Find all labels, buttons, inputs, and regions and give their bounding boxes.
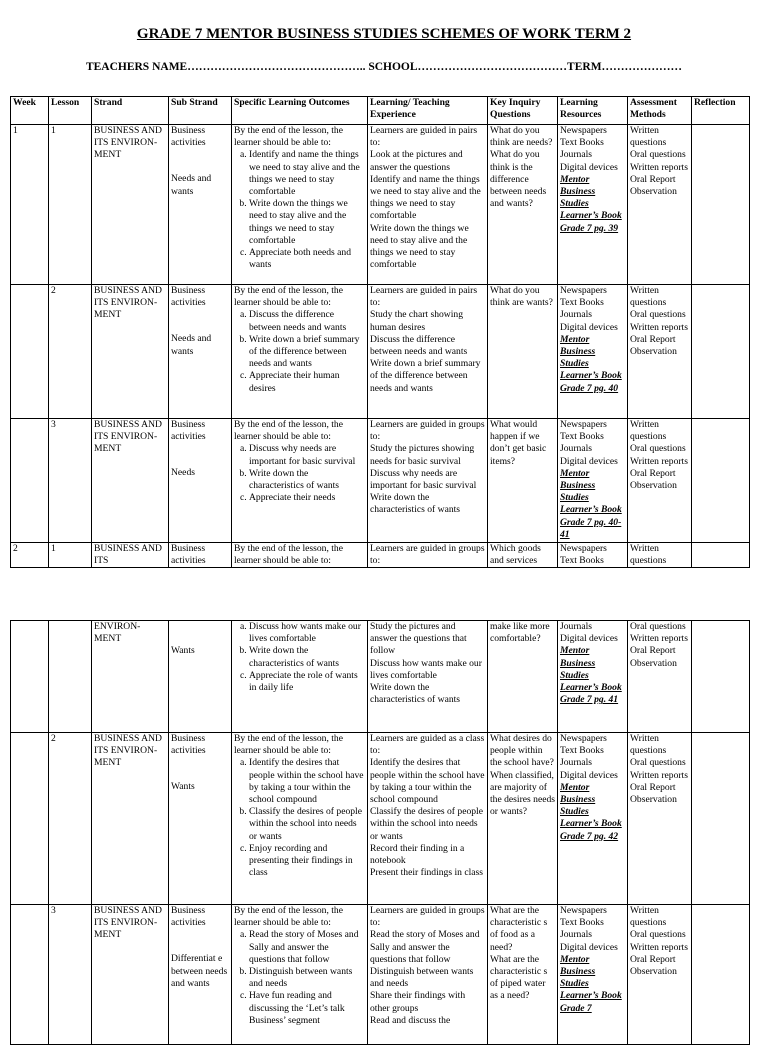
assessment-item: Written questions (630, 285, 667, 309)
outcome-item: b. Write down the characteristics of wants (249, 645, 365, 669)
week-cell: 2 (11, 543, 49, 568)
resource-item: Text Books (560, 297, 604, 309)
experience-line: Study the pictures and answer the questions that follow (370, 621, 467, 657)
lesson-cell (49, 621, 92, 733)
scheme-table-part-1 (10, 96, 750, 568)
assessment-item: Written reports (630, 161, 688, 173)
assessment-item: Oral questions (630, 929, 686, 941)
outcomes-cell: By the end of the lesson, the learner should be able to: (232, 543, 368, 568)
week-cell (11, 285, 49, 419)
learner-book-reference: Mentor Business Studies Learner’s Book Grade 7 pg. 40-41 (560, 467, 622, 540)
scheme-table-part-2 (10, 620, 750, 1045)
strand-cell: BUSINESS AND ITS ENVIRON-MENT (92, 125, 169, 285)
sub-strand-cell (169, 419, 232, 543)
assessment-item: Observation (630, 346, 677, 358)
reflection-cell (692, 733, 750, 905)
inquiry-question: What do you think are wants? (490, 285, 553, 309)
experience-cell (368, 125, 488, 285)
assessment-item: Observation (630, 794, 677, 806)
resource-item: Text Books (560, 917, 604, 929)
assessment-item: Written reports (630, 941, 688, 953)
outcome-item: b. Write down the characteristics of wants (249, 468, 365, 492)
outcome-item: b. Write down the things we need to stay alive and the things we need to stay comfortable (249, 198, 365, 247)
strand-cell: BUSINESS AND ITS ENVIRON-MENT (92, 905, 169, 1045)
resource-item: Digital devices (560, 161, 618, 173)
assessment-item: Written reports (630, 633, 688, 645)
resource-item: Newspapers (560, 905, 607, 916)
experience-line: Write down the characteristics of wants (370, 682, 461, 706)
resource-item: Journals (560, 443, 592, 455)
lesson-cell: 3 (49, 419, 92, 543)
inquiry-cell (488, 419, 558, 543)
experience-line: Learners are guided in pairs to: (370, 285, 478, 309)
week-cell (11, 733, 49, 905)
resource-item: Journals (560, 757, 592, 769)
outcome-item: c. Appreciate their needs (249, 492, 365, 504)
assessment-cell (628, 285, 692, 419)
resources-cell (558, 621, 628, 733)
resource-item: Digital devices (560, 769, 618, 781)
assessment-item: Oral questions (630, 443, 686, 455)
resources-cell (558, 285, 628, 419)
assessment-item: Oral Report (630, 173, 676, 185)
resource-item: Digital devices (560, 321, 618, 333)
inquiry-cell: make like more comfortable? (488, 621, 558, 733)
assessment-item: Oral Report (630, 645, 676, 657)
sub-strand-cell (169, 733, 232, 905)
col-header: Key Inquiry Questions (488, 97, 558, 125)
strand-cell: ENVIRON-MENT (92, 621, 169, 733)
outcome-item: b. Classify the desires of people within the school into needs or wants (249, 806, 365, 843)
experience-line: Study the pictures showing needs for basic survival (370, 443, 475, 467)
sub-strand-subtopic: Differentiat e between needs and wants (171, 953, 228, 989)
outcome-item: c. Appreciate the role of wants in daily life (249, 670, 365, 694)
inquiry-question: What would happen if we don’t get basic items? (490, 419, 547, 467)
lesson-cell: 1 (49, 125, 92, 285)
table-row (11, 621, 750, 733)
experience-line: Learners are guided in groups to: (370, 419, 485, 443)
experience-line: Write down a brief summary of the difference between needs and wants (370, 358, 481, 394)
table-row (11, 285, 750, 419)
experience-cell (368, 419, 488, 543)
learner-book-reference: Mentor Business Studies Learner’s Book Grade 7 pg. 41 (560, 645, 622, 706)
outcome-item: c. Enjoy recording and presenting their findings in class (249, 843, 365, 880)
sub-strand-subtopic: Needs and wants (171, 173, 212, 197)
assessment-cell (628, 733, 692, 905)
outcome-item: a. Discuss how wants make our lives comfortable (249, 621, 365, 645)
sub-strand-topic: Business activities (171, 125, 206, 149)
learner-book-reference: Mentor Business Studies Learner’s Book Grade 7 pg. 39 (560, 173, 622, 234)
inquiry-question: What are the characteristic s of piped water as a need? (490, 953, 548, 1002)
assessment-item: Oral questions (630, 757, 686, 769)
resource-item: Journals (560, 621, 592, 632)
experience-cell (368, 733, 488, 905)
resource-item: Newspapers (560, 543, 607, 554)
assessment-item: Written questions (630, 733, 667, 757)
outcome-item: c. Appreciate both needs and wants (249, 247, 365, 271)
experience-line: Write down the things we need to stay alive and the things we need to stay comfortable (370, 222, 469, 271)
sub-strand-topic: Business activities (171, 905, 206, 929)
col-header: Lesson (49, 97, 92, 125)
assessment-item: Observation (630, 657, 677, 669)
experience-cell: Learners are guided in groups to: (368, 543, 488, 568)
sub-strand-topic: Business activities (171, 419, 206, 443)
inquiry-cell: Which goods and services (488, 543, 558, 568)
outcome-item: a. Identify and name the things we need to stay alive and the things we need to stay comfortable (249, 149, 365, 198)
reflection-cell (692, 419, 750, 543)
resource-item: Text Books (560, 745, 604, 757)
reflection-cell (692, 543, 750, 568)
experience-line: Learners are guided in pairs to: (370, 125, 478, 149)
experience-cell (368, 285, 488, 419)
inquiry-question: What desires do people within the school have? (490, 733, 554, 769)
reflection-cell (692, 285, 750, 419)
sub-strand-cell (169, 285, 232, 419)
inquiry-cell (488, 125, 558, 285)
outcome-item: a. Discuss why needs are important for basic survival (249, 443, 365, 467)
page-title: GRADE 7 MENTOR BUSINESS STUDIES SCHEMES OF WORK TERM 2 (136, 26, 632, 42)
assessment-cell: Written questions (628, 543, 692, 568)
experience-line: Discuss how wants make our lives comfortable (370, 657, 482, 681)
resource-item: Newspapers (560, 285, 607, 296)
experience-line: Learners are guided as a class to: (370, 733, 485, 757)
resource-item: Journals (560, 149, 592, 161)
assessment-item: Oral questions (630, 149, 686, 161)
strand-cell: BUSINESS AND ITS ENVIRON-MENT (92, 733, 169, 905)
assessment-item: Oral Report (630, 333, 676, 345)
sub-strand-subtopic: Wants (171, 781, 195, 793)
col-header: Week (11, 97, 49, 125)
col-header: Specific Learning Outcomes (232, 97, 368, 125)
assessment-item: Observation (630, 480, 677, 492)
experience-line: Share their findings with other groups (370, 990, 466, 1014)
learner-book-reference: Mentor Business Studies Learner’s Book Grade 7 pg. 42 (560, 781, 622, 842)
sub-strand-cell: Business activities (169, 543, 232, 568)
lesson-cell: 3 (49, 905, 92, 1045)
assessment-cell (628, 125, 692, 285)
strand-cell: BUSINESS AND ITS ENVIRON-MENT (92, 285, 169, 419)
outcomes-intro: By the end of the lesson, the learner should be able to: (234, 905, 343, 929)
outcome-item: a. Read the story of Moses and Sally and answer the questions that follow (249, 929, 365, 966)
outcomes-intro: By the end of the lesson, the learner should be able to: (234, 733, 343, 757)
experience-cell (368, 621, 488, 733)
col-header: Sub Strand (169, 97, 232, 125)
inquiry-question: What are the characteristic s of food as a need? (490, 905, 548, 953)
assessment-item: Observation (630, 186, 677, 198)
outcomes-cell (232, 125, 368, 285)
experience-line: Learners are guided in groups to: (370, 905, 485, 929)
assessment-item: Oral Report (630, 781, 676, 793)
assessment-item: Oral questions (630, 309, 686, 321)
strand-cell: BUSINESS AND ITS (92, 543, 169, 568)
assessment-item: Oral Report (630, 467, 676, 479)
strand-cell: BUSINESS AND ITS ENVIRON-MENT (92, 419, 169, 543)
experience-line: Read the story of Moses and Sally and answer the questions that follow (370, 929, 480, 965)
inquiry-cell (488, 733, 558, 905)
resource-item: Text Books (560, 555, 604, 567)
assessment-item: Observation (630, 966, 677, 978)
reflection-cell (692, 621, 750, 733)
week-cell (11, 419, 49, 543)
experience-line: Study the chart showing human desires (370, 309, 463, 333)
assessment-cell (628, 621, 692, 733)
col-header: Learning/ Teaching Experience (368, 97, 488, 125)
outcome-item: c. Appreciate their human desires (249, 370, 365, 394)
outcomes-cell (232, 621, 368, 733)
experience-line: Present their findings in class (370, 867, 483, 879)
week-cell (11, 621, 49, 733)
reflection-cell (692, 125, 750, 285)
lesson-cell: 2 (49, 285, 92, 419)
resource-item: Digital devices (560, 941, 618, 953)
resource-item: Journals (560, 309, 592, 321)
outcome-item: a. Discuss the difference between needs and wants (249, 309, 365, 333)
col-header: Strand (92, 97, 169, 125)
inquiry-question: What do you think are needs? (490, 125, 553, 149)
resource-item: Text Books (560, 137, 604, 149)
resource-item: Digital devices (560, 633, 618, 645)
resource-item: Newspapers (560, 419, 607, 430)
experience-line: Write down the characteristics of wants (370, 492, 461, 516)
experience-line: Identify and name the things we need to stay alive and the things we need to stay comfortable (370, 173, 481, 222)
col-header: Reflection (692, 97, 750, 125)
inquiry-question: What do you think is the difference between needs and wants? (490, 149, 547, 210)
outcome-item: b. Write down a brief summary of the difference between needs and wants (249, 334, 365, 371)
sub-strand-subtopic: Needs and wants (171, 333, 212, 357)
learner-book-reference: Mentor Business Studies Learner’s Book Grade 7 pg. 40 (560, 333, 622, 394)
experience-line: Distinguish between wants and needs (370, 966, 474, 990)
inquiry-cell (488, 285, 558, 419)
outcome-item: c. Have fun reading and discussing the ‘Let’s talk Business’ segment (249, 990, 365, 1027)
teacher-school-term-line: TEACHERS NAME……………………………………….. SCHOOL…………………………………TERM………………… (85, 61, 683, 73)
assessment-item: Written questions (630, 419, 667, 443)
learner-book-reference: Mentor Business Studies Learner’s Book Grade 7 (560, 953, 622, 1014)
outcomes-cell (232, 733, 368, 905)
experience-line: Classify the desires of people within the school into needs or wants (370, 806, 483, 842)
assessment-item: Written questions (630, 125, 667, 149)
resources-cell (558, 125, 628, 285)
header-row (11, 97, 750, 125)
resource-item: Journals (560, 929, 592, 941)
assessment-item: Written reports (630, 455, 688, 467)
table-row (11, 125, 750, 285)
sub-strand-topic: Business activities (171, 733, 206, 757)
sub-strand-subtopic: Needs (171, 467, 195, 479)
experience-line: Discuss why needs are important for basic survival (370, 467, 477, 492)
col-header: Assessment Methods (628, 97, 692, 125)
outcomes-intro: By the end of the lesson, the learner should be able to: (234, 285, 343, 309)
table-row (11, 733, 750, 905)
experience-line: Record their finding in a notebook (370, 842, 465, 867)
outcomes-cell (232, 419, 368, 543)
outcome-item: a. Identify the desires that people within the school have by taking a tour within the school compound (249, 757, 365, 806)
experience-line: Read and discuss the (370, 1014, 451, 1026)
sub-strand-topic: Business activities (171, 285, 206, 309)
table-row (11, 543, 750, 568)
col-header: Learning Resources (558, 97, 628, 125)
outcomes-intro: By the end of the lesson, the learner should be able to: (234, 125, 343, 149)
outcomes-cell (232, 285, 368, 419)
lesson-cell: 1 (49, 543, 92, 568)
sub-strand-cell (169, 621, 232, 733)
sub-strand-cell (169, 125, 232, 285)
resource-item: Text Books (560, 431, 604, 443)
outcome-item: b. Distinguish between wants and needs (249, 966, 365, 990)
inquiry-question: When classified, are majority of the desires needs or wants? (490, 769, 556, 818)
outcomes-intro: By the end of the lesson, the learner should be able to: (234, 419, 343, 443)
experience-line: Identify the desires that people within the school have by taking a tour within the school compound (370, 757, 485, 806)
resources-cell (558, 733, 628, 905)
assessment-item: Oral Report (630, 953, 676, 965)
resources-cell (558, 419, 628, 543)
week-cell: 1 (11, 125, 49, 285)
experience-line: Look at the pictures and answer the questions (370, 149, 463, 173)
table-row (11, 419, 750, 543)
resource-item: Digital devices (560, 455, 618, 467)
resources-cell (558, 543, 628, 568)
assessment-item: Written questions (630, 905, 667, 929)
resource-item: Newspapers (560, 125, 607, 136)
experience-line: Discuss the difference between needs and wants (370, 333, 468, 358)
assessment-item: Oral questions (630, 621, 686, 632)
assessment-item: Written reports (630, 321, 688, 333)
resource-item: Newspapers (560, 733, 607, 744)
assessment-cell (628, 419, 692, 543)
lesson-cell: 2 (49, 733, 92, 905)
sub-strand-subtopic: Wants (171, 645, 195, 656)
assessment-item: Written reports (630, 769, 688, 781)
